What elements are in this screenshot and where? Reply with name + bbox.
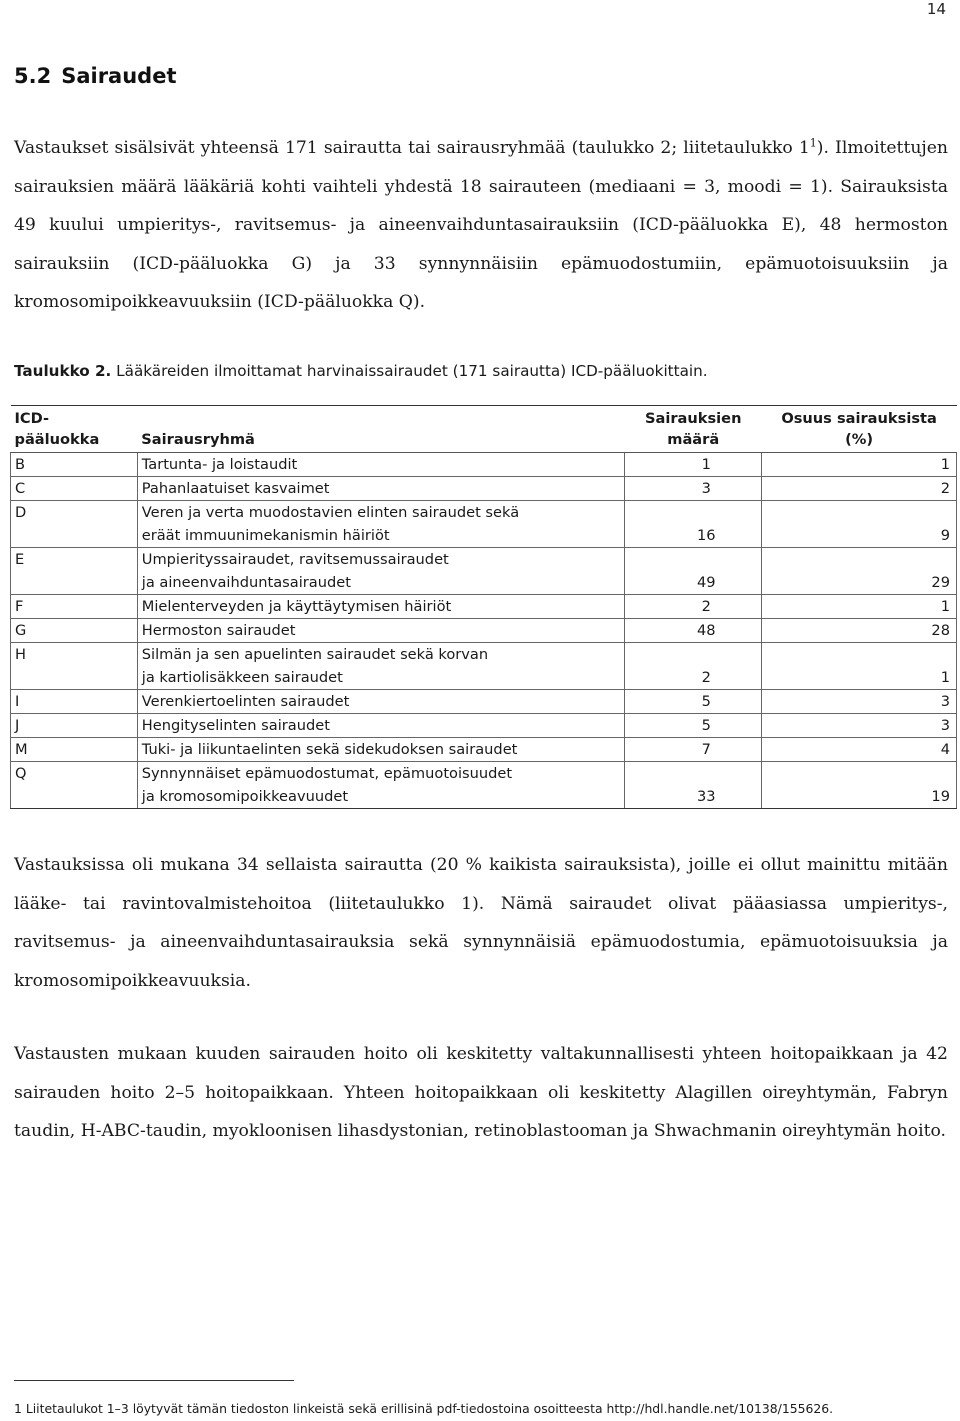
cell-disease-group [137,643,625,690]
group-line: Umpierityssairaudet, ravitsemussairaudet [141,551,449,568]
cell-disease-count: 48 [625,619,762,643]
cell-disease-share: 9 [762,501,957,548]
group-line: Veren ja verta muodostavien elinten sairaudet sekä [141,504,520,521]
cell-disease-group [137,619,625,643]
group-line: ja kromosomipoikkeavuudet [141,788,349,805]
cell-icd-class: Q [11,762,138,809]
cell-disease-share: 1 [762,453,957,477]
cell-disease-count: 1 [625,453,762,477]
cell-icd-class: E [11,548,138,595]
cell-disease-count: 5 [625,690,762,714]
cell-disease-count: 7 [625,738,762,762]
footnote: 1 Liitetaulukot 1–3 löytyvät tämän tiedoston linkeistä sekä erillisinä pdf-tiedostoina osoitteesta http://hdl.handle.net/10138/155626. [14,1401,834,1416]
group-line: Silmän ja sen apuelinten sairaudet sekä korvan [141,646,489,663]
cell-disease-share: 1 [762,643,957,690]
cell-disease-group [137,453,625,477]
table-caption [14,362,708,380]
section-number: 5.2 [14,64,52,88]
header-disease-group: Sairausryhmä [137,406,625,453]
cell-disease-count: 5 [625,714,762,738]
table-row [11,738,957,762]
cell-disease-share: 19 [762,762,957,809]
paragraph-centralized-care: Vastausten mukaan kuuden sairauden hoito oli keskitetty valtakunnallisesti yhteen hoitopaikkaan ja 42 sairauden hoito 2–5 hoitopaikkaan. Yhteen hoitopaikkaan oli keskitetty Alagillen oireyhtymän, Fabryn taudin, H-ABC-taudin, myokloonisen lihasdystonian, retinoblastooman ja Shwachmanin oireyhtymän hoito. [14,1044,948,1141]
cell-disease-share: 1 [762,595,957,619]
group-line: Verenkiertoelinten sairaudet [141,693,350,710]
cell-disease-share: 3 [762,690,957,714]
table-row [11,477,957,501]
table-row [11,548,957,595]
group-line: ja kartiolisäkkeen sairaudet [141,669,343,686]
cell-disease-group [137,738,625,762]
paragraph-disease-summary [14,129,948,322]
group-line: Hengityselinten sairaudet [141,717,330,734]
table-row [11,501,957,548]
table-row [11,643,957,690]
cell-disease-count: 2 [625,595,762,619]
group-line: Tartunta- ja loistaudit [141,456,298,473]
cell-disease-group [137,595,625,619]
group-line: Hermoston sairaudet [141,622,296,639]
cell-icd-class: G [11,619,138,643]
cell-disease-group [137,690,625,714]
group-line: Synnynnäiset epämuodostumat, epämuotoisuudet [141,765,513,782]
section-heading [14,64,177,88]
group-line: eräät immuunimekanismin häiriöt [141,527,390,544]
group-line: Pahanlaatuiset kasvaimet [141,480,330,497]
cell-disease-share: 4 [762,738,957,762]
cell-disease-group [137,548,625,595]
cell-icd-class: B [11,453,138,477]
paragraph-text: Vastaukset sisälsivät yhteensä 171 sairautta tai sairausryhmää (taulukko 2; liitetaulukko 1 [14,138,810,158]
section-title: Sairaudet [61,64,177,88]
table-row [11,690,957,714]
cell-icd-class: J [11,714,138,738]
table-caption-text: Lääkäreiden ilmoittamat harvinaissairaudet (171 sairautta) ICD-pääluokittain. [116,362,708,380]
cell-disease-count: 33 [625,762,762,809]
table-row [11,619,957,643]
cell-disease-group [137,477,625,501]
cell-disease-group [137,762,625,809]
table-row [11,762,957,809]
cell-icd-class: C [11,477,138,501]
header-icd-class: ICD-pääluokka [11,406,138,453]
cell-icd-class: D [11,501,138,548]
header-disease-share: Osuus sairauksista (%) [762,406,957,453]
table-header-row [11,406,957,453]
cell-icd-class: I [11,690,138,714]
paragraph-text: ). Ilmoitettujen sairauksien määrä lääkäriä kohti vaihteli yhdestä 18 sairauteen (mediaani = 3, moodi = 1). Sairauksista 49 kuului umpieritys-, ravitsemus- ja aineenvaihduntasairauksiin (ICD-pääluokka E), 48 hermoston sairauksiin (ICD-pääluokka G) ja 33 synnynnäisiin epämuodostumiin, epämuotoisuuksiin ja kromosomipoikkeavuuksiin (ICD-pääluokka Q). [14,138,949,312]
footnote-divider [14,1380,294,1381]
table-row [11,453,957,477]
paragraph-untreated-diseases: Vastauksissa oli mukana 34 sellaista sairautta (20 % kaikista sairauksista), joille ei ollut mainittu mitään lääke- tai ravintovalmistehoitoa (liitetaulukko 1). Nämä sairaudet olivat pääasiassa umpieritys-, ravitsemus- ja aineenvaihduntasairauksia sekä synnynnäisiä epämuodostumia, epämuotoisuuksia ja kromosomipoikkeavuuksia. [14,855,948,991]
disease-table [10,405,957,809]
cell-disease-share: 2 [762,477,957,501]
table-row [11,714,957,738]
footnote-ref: 1 [809,136,817,150]
cell-disease-group [137,501,625,548]
cell-icd-class: H [11,643,138,690]
cell-disease-count: 49 [625,548,762,595]
cell-disease-share: 3 [762,714,957,738]
group-line: Tuki- ja liikuntaelinten sekä sidekudoksen sairaudet [141,741,518,758]
cell-disease-count: 3 [625,477,762,501]
group-line: Mielenterveyden ja käyttäytymisen häiriöt [141,598,452,615]
page-number: 14 [926,0,946,18]
cell-disease-share: 29 [762,548,957,595]
cell-icd-class: M [11,738,138,762]
cell-disease-count: 16 [625,501,762,548]
cell-icd-class: F [11,595,138,619]
group-line: ja aineenvaihduntasairaudet [141,574,351,591]
header-disease-count: Sairauksien määrä [625,406,762,453]
cell-disease-group [137,714,625,738]
cell-disease-count: 2 [625,643,762,690]
table-row [11,595,957,619]
table-caption-label: Taulukko 2. [14,362,112,380]
table-body [11,453,957,809]
cell-disease-share: 28 [762,619,957,643]
